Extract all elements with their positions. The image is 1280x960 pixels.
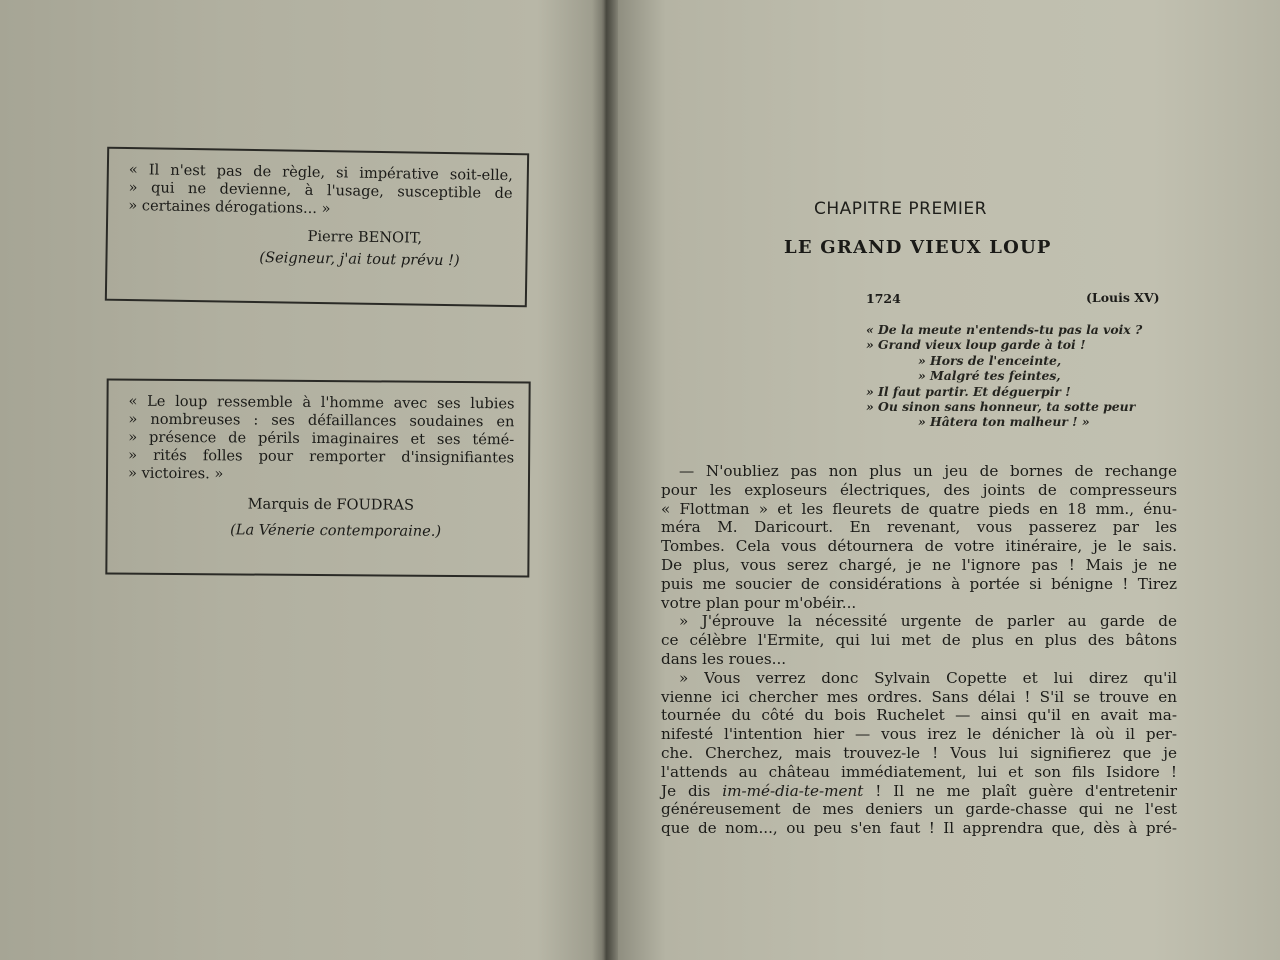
body-line: De plus, vous serez chargé, je ne l'ignore pas ! Mais je ne bbox=[661, 555, 1177, 574]
epigraph-line: » présence de périls imaginaires et ses témé- bbox=[128, 428, 515, 449]
verse-line: » Hâtera ton malheur ! » bbox=[918, 414, 1090, 430]
left-page bbox=[0, 0, 596, 960]
chapter-reign: (Louis XV) bbox=[1086, 290, 1160, 305]
verse-line: » Il faut partir. Et déguerpir ! bbox=[866, 383, 1071, 399]
verse-line: « De la meute n'entends-tu pas la voix ? bbox=[866, 322, 1143, 337]
emphasis-text: im-mé-dia-te-ment bbox=[722, 781, 864, 800]
body-line: Tombes. Cela vous détournera de votre itinéraire, je le sais. bbox=[661, 537, 1177, 556]
body-line: l'attends au château immédiatement, lui et son fils Isidore ! bbox=[661, 762, 1177, 781]
epigraph-author: Pierre BENOIT, bbox=[307, 227, 423, 247]
epigraph-line: » nombreuses : ses défaillances soudaines en bbox=[128, 410, 515, 431]
epigraph-line: » certaines dérogations... » bbox=[128, 197, 331, 218]
body-line: dans les roues... bbox=[661, 649, 787, 668]
epigraph-line: « Le loup ressemble à l'homme avec ses lubies bbox=[128, 392, 515, 413]
body-line: méra M. Daricourt. En revenant, vous passerez par les bbox=[661, 518, 1177, 537]
chapter-title: LE GRAND VIEUX LOUP bbox=[784, 237, 1052, 258]
body-line: tournée du côté du bois Ruchelet — ainsi qu'il en avait ma- bbox=[661, 706, 1177, 725]
body-line: che. Cherchez, mais trouvez-le ! Vous lui signifierez que je bbox=[661, 743, 1177, 762]
verse-epigraph bbox=[866, 322, 1172, 430]
epigraph-source: (La Vénerie contemporaine.) bbox=[230, 521, 442, 540]
right-page bbox=[614, 0, 1280, 960]
body-line: généreusement de mes deniers un garde-chasse qui ne l'est bbox=[661, 800, 1177, 819]
verse-line: » Malgré tes feintes, bbox=[918, 368, 1061, 384]
epigraph-line: » victoires. » bbox=[127, 464, 224, 483]
chapter-year: 1724 bbox=[866, 291, 901, 306]
body-line: — N'oubliez pas non plus un jeu de bornes de rechange bbox=[679, 462, 1177, 480]
body-line: puis me soucier de considérations à portée si bénigne ! Tirez bbox=[661, 574, 1177, 593]
body-line-mixed bbox=[661, 782, 1177, 801]
chapter-body bbox=[661, 462, 1177, 838]
body-line: vienne ici chercher mes ordres. Sans délai ! S'il se trouve en bbox=[661, 687, 1177, 706]
chapter-label: CHAPITRE PREMIER bbox=[814, 199, 987, 219]
body-line: ce célèbre l'Ermite, qui lui met de plus en plus des bâtons bbox=[661, 631, 1177, 650]
body-line: « Flottman » et les fleurets de quatre pieds en 18 mm., énu- bbox=[661, 499, 1177, 518]
body-text-fragment: Je dis bbox=[661, 781, 711, 800]
epigraph-source: (Seigneur, j'ai tout prévu !) bbox=[259, 249, 460, 270]
epigraph-line: » qui ne devienne, à l'usage, susceptible de bbox=[128, 179, 513, 203]
epigraph-line: « Il n'est pas de règle, si impérative soit-elle, bbox=[128, 161, 513, 185]
epigraph-box-foudras bbox=[105, 379, 530, 578]
body-line: pour les exploseurs électriques, des joints de compresseurs bbox=[661, 480, 1177, 499]
verse-line: » Ou sinon sans honneur, ta sotte peur bbox=[866, 399, 1136, 415]
epigraph-line: » rités folles pour remporter d'insignifiantes bbox=[128, 446, 515, 467]
body-line: votre plan pour m'obéir... bbox=[661, 593, 857, 612]
verse-line: » Grand vieux loup garde à toi ! bbox=[866, 337, 1086, 353]
epigraph-box-benoit bbox=[105, 147, 529, 308]
body-line: » Vous verrez donc Sylvain Copette et lui direz qu'il bbox=[679, 668, 1177, 687]
body-line: nifesté l'intention hier — vous irez le dénicher là où il per- bbox=[661, 725, 1177, 744]
body-line: que de nom..., ou peu s'en faut ! Il apprendra que, dès à pré- bbox=[661, 819, 1177, 838]
body-text-fragment: ! Il ne me plaît guère d'entretenir bbox=[875, 781, 1178, 800]
verse-line: » Hors de l'enceinte, bbox=[918, 352, 1062, 368]
epigraph-author: Marquis de FOUDRAS bbox=[247, 495, 415, 514]
body-line: » J'éprouve la nécessité urgente de parler au garde de bbox=[679, 612, 1177, 631]
